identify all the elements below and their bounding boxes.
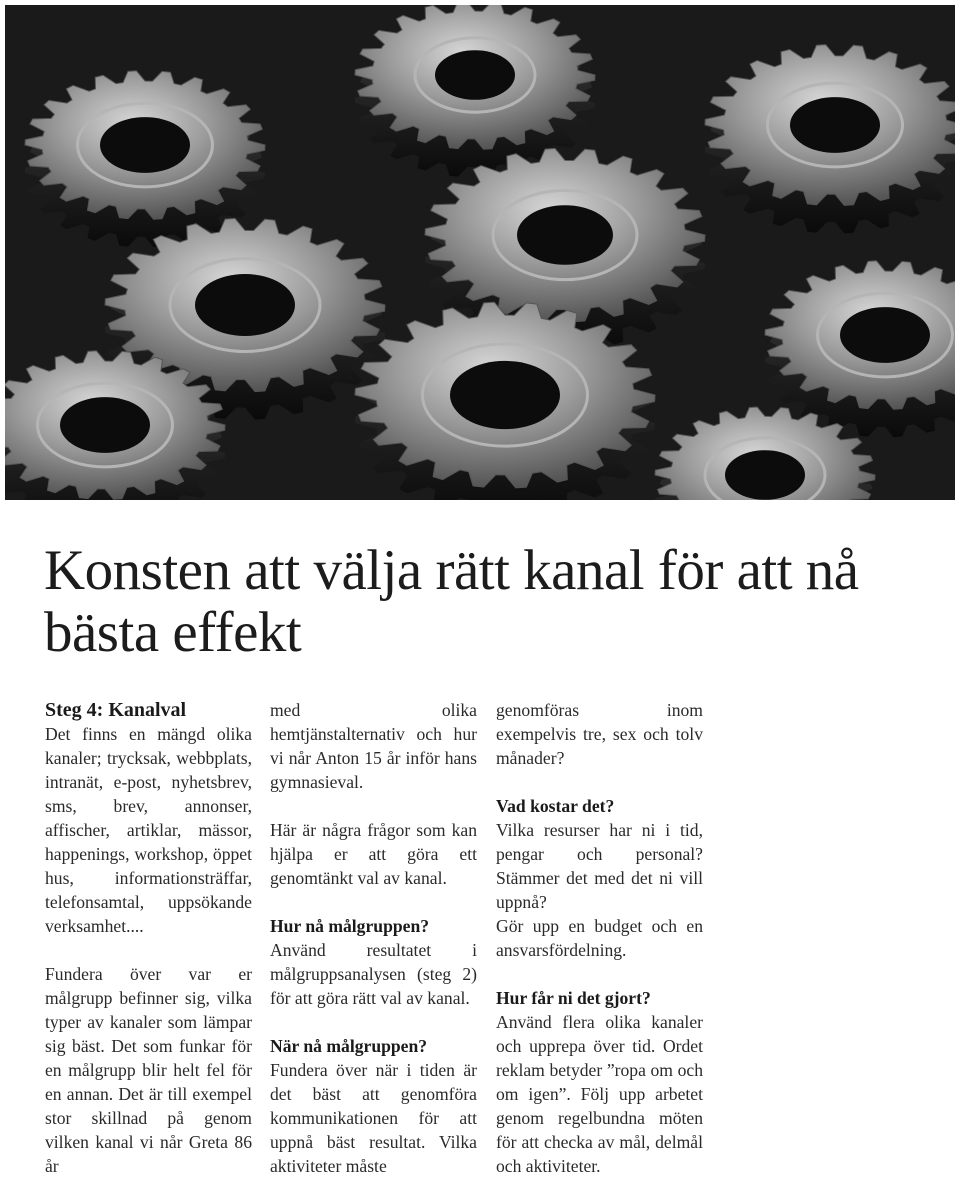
gear-hole [840, 307, 930, 363]
gear-hole [100, 117, 190, 173]
column-2 [270, 698, 477, 1178]
gears-icon [5, 5, 955, 500]
column-1 [45, 698, 252, 1178]
paragraph: Använd flera olika kanaler och upprepa över tid. Ordet reklam betyder ”ropa om och om igen”. Följ upp arbetet genom regelbundna möten för att checka av mål, delmål och aktiviteter. [496, 1012, 703, 1176]
gear-hole [60, 397, 150, 453]
paragraph: Gör upp en budget och en ansvarsfördelning. [496, 916, 703, 960]
paragraph: Det finns en mängd olika kanaler; trycksak, webbplats, intranät, e-post, nyhetsbrev, sms, brev, annonser, affischer, artiklar, mässor, happenings, workshop, öppet hus, informationsträffar, telefonsamtal, uppsökande verksamhet.... [45, 724, 252, 936]
page-title: Konsten att välja rätt kanal för att nå bästa effekt [44, 539, 859, 664]
section-title: Steg 4: Kanalval [45, 699, 187, 721]
subheading: Hur nå målgruppen? [270, 916, 430, 936]
gears-photo [5, 5, 955, 500]
subheading: Vad kostar det? [496, 796, 615, 816]
subheading: Hur får ni det gjort? [496, 988, 651, 1008]
paragraph: Vilka resurser har ni i tid, pengar och personal? Stämmer det med det ni vill uppnå? [496, 820, 703, 912]
gear-hole [450, 361, 560, 429]
paragraph: Använd resultatet i målgruppsanalysen (steg 2) för att göra rätt val av kanal. [270, 940, 477, 1008]
column-3 [496, 698, 703, 1178]
paragraph: Här är några frågor som kan hjälpa er att göra ett genomtänkt val av kanal. [270, 820, 477, 888]
gear-hole [725, 450, 805, 500]
gear-hole [517, 205, 613, 265]
paragraph: med olika hemtjänstalternativ och hur vi når Anton 15 år inför hans gymnasieval. [270, 700, 477, 792]
gear-hole [790, 97, 880, 153]
gear-hole [435, 50, 515, 100]
gear-hole [195, 274, 295, 336]
paragraph: Fundera över när i tiden är det bäst att genomföra kommunikationen för att uppnå bäst resultat. Vilka aktiviteter måste [270, 1060, 477, 1176]
paragraph: Fundera över var er målgrupp befinner sig, vilka typer av kanaler som lämpar sig bäst. Det som funkar för en målgrupp blir helt fel för en annan. Det är till exempel stor skillnad på genom vilken kanal vi når Greta 86 år [45, 964, 252, 1176]
subheading: När nå målgruppen? [270, 1036, 428, 1056]
paragraph: genomföras inom exempelvis tre, sex och tolv månader? [496, 700, 703, 768]
